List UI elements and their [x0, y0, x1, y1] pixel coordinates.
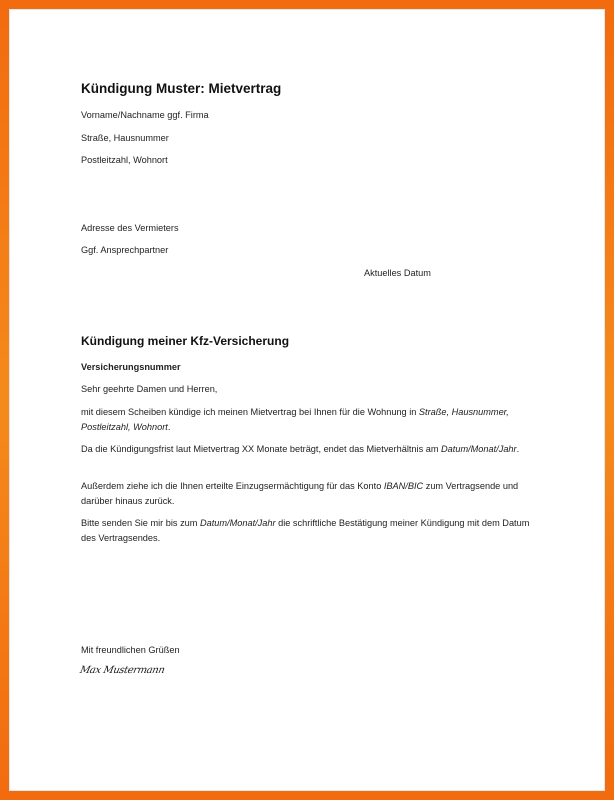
document-title: Kündigung Muster: Mietvertrag: [81, 81, 282, 96]
sender-name-line: Vorname/Nachname ggf. Firma: [81, 110, 209, 120]
paragraph-2: [81, 442, 541, 457]
signature: Max Mustermann: [78, 665, 166, 676]
recipient-address-line: Adresse des Vermieters: [81, 223, 179, 233]
paragraph-3-text: Außerdem ziehe ich die Ihnen erteilte Einzugsermächtigung für das Konto: [81, 481, 384, 491]
reference-number: Versicherungsnummer: [81, 362, 181, 372]
paragraph-3-italic: IBAN/BIC: [383, 481, 424, 491]
paragraph-2-end: .: [516, 444, 520, 454]
paragraph-1-end: .: [167, 421, 171, 432]
paragraph-1-italic: Straße, Hausnummer, Postleitzahl, Wohnort: [81, 407, 509, 432]
paragraph-4: [81, 516, 541, 545]
salutation: Sehr geehrte Damen und Herren,: [81, 384, 218, 394]
paragraph-4-italic: Datum/Monat/Jahr: [199, 518, 276, 528]
recipient-contact-line: Ggf. Ansprechpartner: [81, 245, 169, 255]
paragraph-4-text: Bitte senden Sie mir bis zum: [81, 518, 200, 528]
letter-subject: Kündigung meiner Kfz-Versicherung: [81, 334, 290, 348]
paragraph-1: [81, 405, 541, 434]
sender-street-line: Straße, Hausnummer: [81, 133, 169, 143]
sender-city-line: Postleitzahl, Wohnort: [81, 155, 168, 165]
paragraph-4-end: die schriftliche Bestätigung meiner Kündigung mit dem Datum des Vertragsendes.: [81, 518, 530, 543]
paragraph-3: [81, 479, 541, 508]
paragraph-2-italic: Datum/Monat/Jahr: [441, 444, 517, 454]
paragraph-3-end: zum Vertragsende und darüber hinaus zurück.: [81, 481, 519, 506]
paragraph-2-text: Da die Kündigungsfrist laut Mietvertrag XX Monate beträgt, endet das Mietverhältnis am: [81, 444, 442, 454]
letter-date: Aktuelles Datum: [364, 268, 431, 278]
paragraph-1-text: mit diesem Scheiben kündige ich meinen Mietvertrag bei Ihnen für die Wohnung in: [81, 407, 419, 417]
closing: Mit freundlichen Grüßen: [81, 645, 180, 655]
